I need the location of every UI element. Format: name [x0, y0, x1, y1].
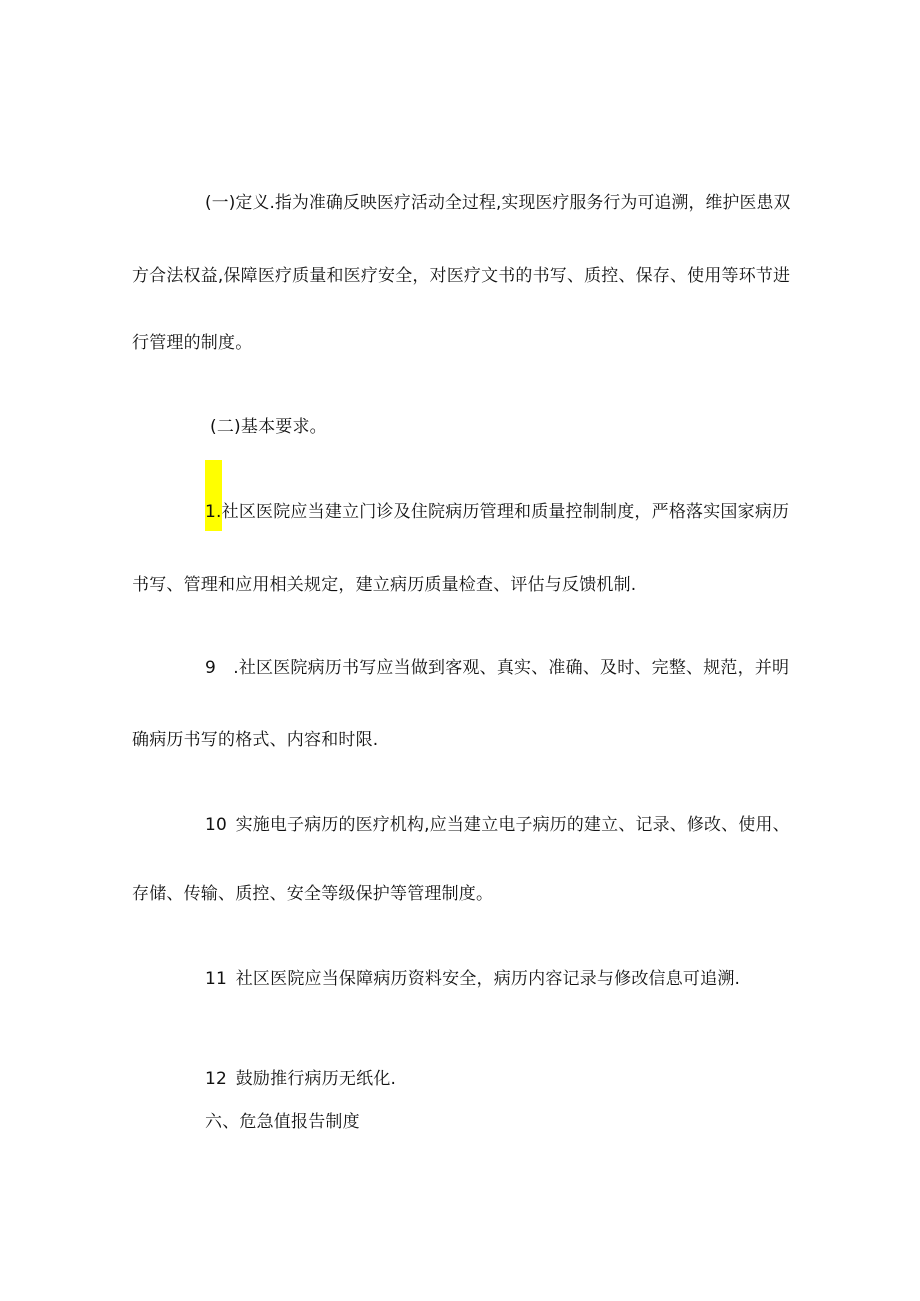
item-11: 11 社区医院应当保障病历资料安全，病历内容记录与修改信息可追溯. — [205, 969, 741, 989]
item-9-line-1: 9 .社区医院病历书写应当做到客观、真实、准确、及时、完整、规范，并明 — [205, 658, 790, 678]
item-10-line-1: 10 实施电子病历的医疗机构,应当建立电子病历的建立、记录、修改、使用、 — [205, 815, 790, 835]
paragraph-definition-line-2: 方合法权益,保障医疗质量和医疗安全，对医疗文书的书写、质控、保存、使用等环节进 — [132, 266, 791, 286]
item-9-line-2: 确病历书写的格式、内容和时限. — [132, 730, 379, 750]
item-1-line-2: 书写、管理和应用相关规定，建立病历质量检查、评估与反馈机制. — [132, 575, 637, 595]
paragraph-definition-line-1: (一)定义.指为准确反映医疗活动全过程,实现医疗服务行为可追溯，维护医患双 — [205, 193, 791, 213]
item-1-line-1: 1.社区医院应当建立门诊及住院病历管理和质量控制制度，严格落实国家病历 — [205, 502, 790, 522]
paragraph-definition-line-3: 行管理的制度。 — [132, 333, 253, 353]
section-6-heading: 六、危急值报告制度 — [205, 1112, 360, 1132]
item-10-line-2: 存储、传输、质控、安全等级保护等管理制度。 — [132, 884, 494, 904]
heading-basic-requirements: (二)基本要求。 — [210, 417, 327, 437]
item-12: 12 鼓励推行病历无纸化. — [205, 1069, 397, 1089]
